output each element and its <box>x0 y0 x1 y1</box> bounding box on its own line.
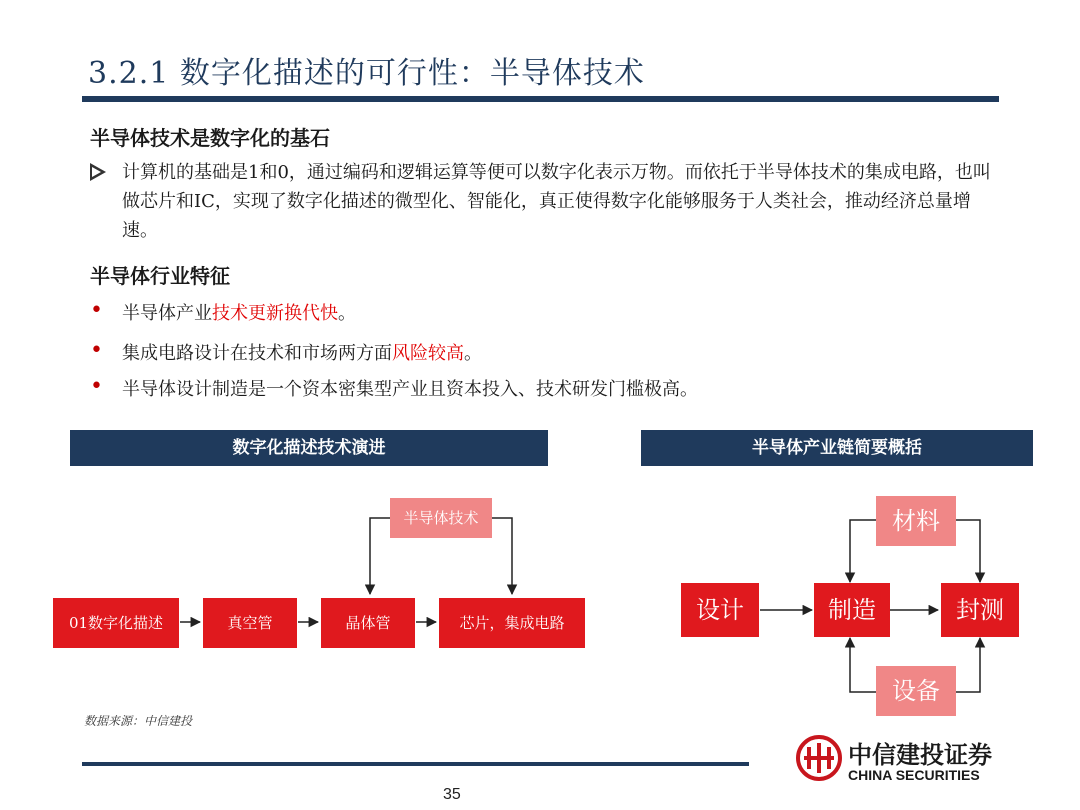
bullet-text: 集成电路设计在技术和市场两方面 <box>122 343 392 364</box>
flow-box-transistor: 晶体管 <box>321 598 415 648</box>
flow-box-vacuum-tube: 真空管 <box>203 598 297 648</box>
data-source-note: 数据来源：中信建投 <box>84 714 193 728</box>
bullet-dot-icon: • <box>90 374 103 399</box>
chain-box-design: 设计 <box>681 583 759 637</box>
right-panel-banner: 半导体产业链简要概括 <box>641 430 1033 466</box>
bullet-highlight: 技术更新换代快 <box>212 303 338 324</box>
section-heading-foundation: 半导体技术是数字化的基石 <box>90 126 330 150</box>
chain-box-equipment: 设备 <box>876 666 956 716</box>
bullet-dot-icon: • <box>90 338 103 363</box>
logo-text-chinese: 中信建投证券 <box>848 740 992 769</box>
section-heading-features: 半导体行业特征 <box>90 264 230 288</box>
bullet-text: 半导体产业 <box>122 303 212 324</box>
china-securities-logo-icon <box>796 735 842 781</box>
bullet-text: 半导体设计制造是一个资本密集型产业且资本投入、技术研发门槛极高。 <box>122 379 698 400</box>
foundation-paragraph: 计算机的基础是1和0，通过编码和逻辑运算等便可以数字化表示万物。而依托于半导体技术的集成电路，也叫做芯片和IC，实现了数字化描述的微型化、智能化，真正使得数字化能够服务于人类社会，推动经济总量增速。 <box>122 162 991 241</box>
semiconductor-tech-box: 半导体技术 <box>390 498 492 538</box>
bullet-dot-icon: • <box>90 298 103 323</box>
bullet-highlight: 风险较高 <box>392 343 464 364</box>
footer-divider <box>82 762 749 766</box>
flow-box-chip: 芯片，集成电路 <box>439 598 585 648</box>
logo-text-english: CHINA SECURITIES <box>848 767 980 783</box>
bullet-text-end: 。 <box>464 343 482 364</box>
chain-box-manufacturing: 制造 <box>814 583 890 637</box>
page-title: 3.2.1 数字化描述的可行性：半导体技术 <box>88 56 645 91</box>
chain-box-materials: 材料 <box>876 496 956 546</box>
left-panel-banner: 数字化描述技术演进 <box>70 430 548 466</box>
flow-box-digital: 01数字化描述 <box>53 598 179 648</box>
chain-box-packaging-testing: 封测 <box>941 583 1019 637</box>
page-number: 35 <box>443 786 461 803</box>
bullet-text-end: 。 <box>338 303 356 324</box>
